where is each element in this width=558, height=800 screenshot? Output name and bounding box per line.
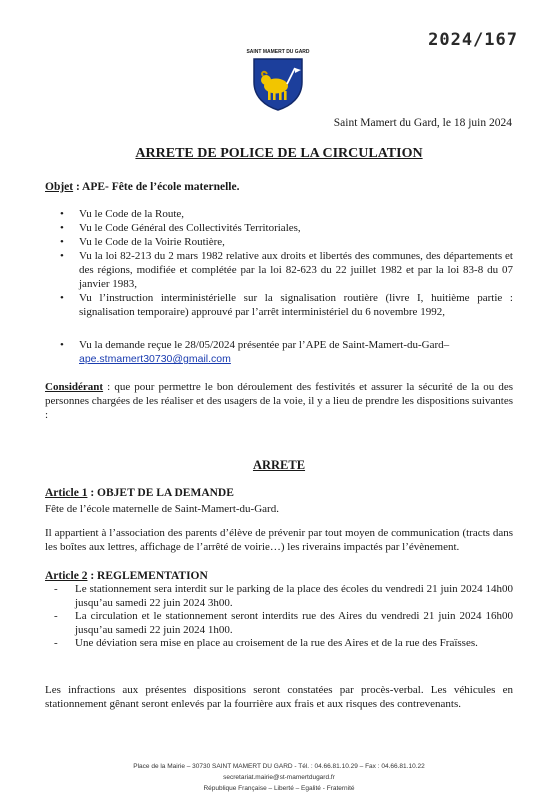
article1-title (45, 487, 234, 499)
vu-item: • Vu la loi 82-213 du 2 mars 1982 relative aux droits et libertés des communes, des départements et des régions, modifiée et complétée par la loi 82-623 du 22 juillet 1982 et par la loi 83-8 du 07 janvier 1983, (60, 249, 513, 291)
place-date: Saint Mamert du Gard, le 18 juin 2024 (333, 117, 512, 129)
arrete-heading: ARRETE (252, 458, 306, 472)
vu-demande-item (60, 338, 513, 366)
footer-address: Place de la Mairie – 30730 SAINT MAMERT DU GARD - Tél. : 04.66.81.10.29 – Fax : 04.66.81.10.22 (133, 763, 425, 770)
article2-label: Article 2 (45, 570, 88, 582)
vu-item: • Vu le Code de la Voirie Routière, (60, 235, 513, 249)
vu-demande-text: Vu la demande reçue le 28/05/2024 présentée par l’APE de Saint-Mamert-du-Gard– (79, 339, 450, 351)
article1-text: Fête de l’école maternelle de Saint-Mamert-du-Gard. (45, 503, 279, 515)
objet-label: Objet (45, 181, 74, 193)
applicant-email-link[interactable]: ape.stmamert30730@gmail.com (79, 353, 231, 365)
considerant-paragraph (45, 380, 513, 422)
vu-item: • Vu le Code de la Route, (60, 207, 513, 221)
footer-email: secretariat.mairie@st-mamertdugard.fr (223, 774, 335, 781)
vu-demande-list (60, 338, 513, 366)
article2-title (45, 570, 208, 582)
regulation-item: - Une déviation sera mise en place au croisement de la rue des Aires et de la rue des Fraïsses. (48, 637, 513, 651)
vu-item: • Vu le Code Général des Collectivités Territoriales, (60, 221, 513, 235)
infractions-paragraph: Les infractions aux présentes dispositions seront constatées par procès-verbal. Les véhicules en stationnement gênant seront enlevés par la fourrière aux frais et aux risques des contrevenants. (45, 684, 513, 710)
footer-motto: République Française – Liberté – Egalité - Fraternité (203, 785, 355, 792)
vu-list (60, 207, 513, 319)
coat-of-arms-icon (251, 56, 305, 112)
article1-heading: : OBJET DE LA DEMANDE (87, 487, 234, 499)
objet-text: : APE- Fête de l’école maternelle. (73, 181, 240, 193)
reference-number: 2024/167 (428, 30, 518, 50)
article2-heading: : REGLEMENTATION (87, 570, 208, 582)
document-title: ARRETE DE POLICE DE LA CIRCULATION (135, 146, 423, 161)
article1-info: Il appartient à l’association des parents d’élève de prévenir par tout moyen de communication (tracts dans les boîtes aux lettres, affichage de l’arrêté de voirie…) les riverains impactés par l’évènement. (45, 527, 513, 553)
article2-list (48, 583, 513, 651)
regulation-item: - La circulation et le stationnement seront interdits rue des Aires du vendredi 21 juin 2024 16h00 jusqu’au samedi 22 juin 2024 1h00. (48, 610, 513, 637)
article1-label: Article 1 (45, 487, 88, 499)
crest-caption: SAINT MAMERT DU GARD (246, 49, 310, 55)
considerant-label: Considérant (45, 381, 104, 393)
objet-line (45, 181, 239, 193)
regulation-item: - Le stationnement sera interdit sur le parking de la place des écoles du vendredi 21 juin 2024 14h00 jusqu’au samedi 22 juin 2024 3h00. (48, 583, 513, 610)
considerant-text: : que pour permettre le bon déroulement des festivités et assurer la sécurité de la ou des personnes chargées de les réaliser et des usagers de la voie, il y a lieu de prendre les dispositions suivantes : (45, 381, 513, 421)
vu-item: • Vu l’instruction interministérielle sur la signalisation routière (livre I, huitième partie : signalisation temporaire) approuvé par l’arrêt interministériel du 6 novembre 1992, (60, 291, 513, 319)
